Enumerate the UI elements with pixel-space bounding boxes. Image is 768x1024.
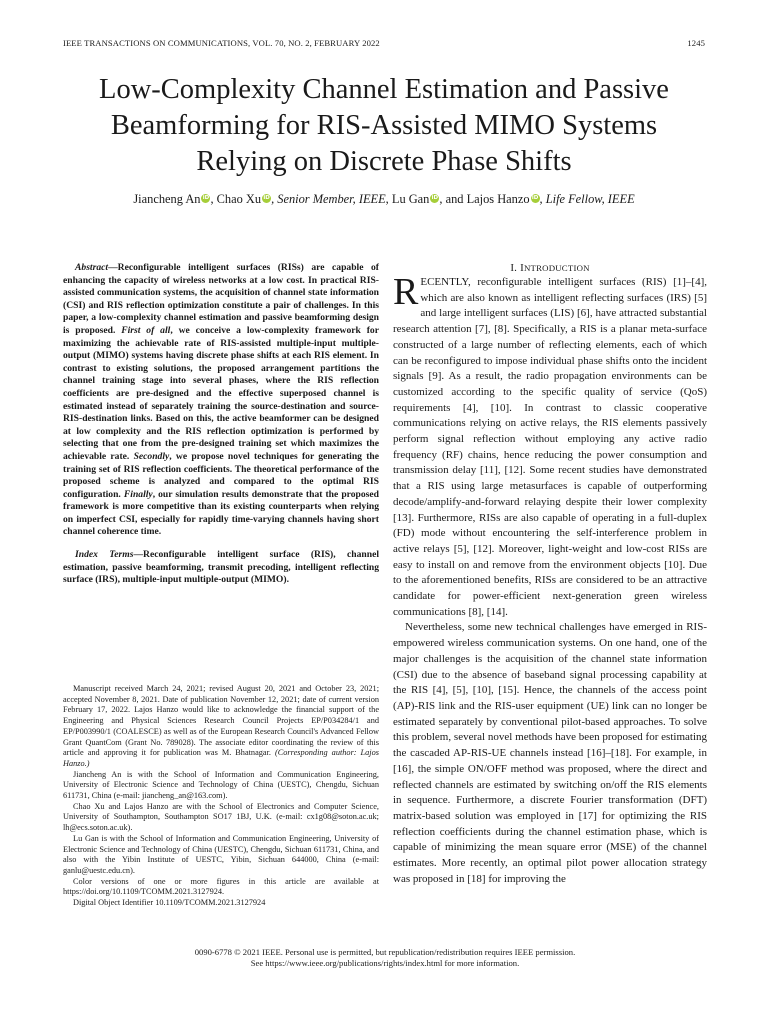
author-name: Lu Gan xyxy=(391,192,430,206)
index-terms-text: Reconfigurable intelligent surface (RIS), channel estimation, passive beamforming, transmit precoding, intelligent reflecting surface (IRS), multiple-input multiple-output (MIMO). xyxy=(63,549,379,586)
title-line-1: Low-Complexity Channel Estimation and Passive xyxy=(99,74,669,105)
section-heading-introduction xyxy=(393,262,707,274)
abstract-text: , we propose novel techniques for generating the training set of RIS reflection coefficients. The theoretical performance of the proposed scheme is analyzed and compared to the optimal RIS configuration. xyxy=(63,450,380,500)
affiliation-xu-hanzo: Chao Xu and Lajos Hanzo are with the School of Electronics and Computer Science, University of Southampton, Southampton SO17 1BJ, U.K. (e-mail: cx1g08@soton.ac.uk; lh@ecs.soton.ac.uk). xyxy=(63,801,379,833)
first-page-footnote xyxy=(63,684,379,909)
author-separator: , xyxy=(385,192,392,206)
copyright-line-2: See https://www.ieee.org/publications/rights/index.html for more information. xyxy=(250,958,520,968)
copyright-notice xyxy=(63,947,707,969)
author-membership: , Life Fellow, IEEE xyxy=(539,192,635,206)
paragraph-text: ECENTLY, reconfigurable intelligent surfaces (RIS) [1]–[4], which are also known as intelligent reflecting surfaces (IRS) [5] and large intelligent surfaces (LIS) [6], have attracted substantial research attention [7], [8]. Specifically, a RIS is a planar meta-surface constructed of a large number of reflecting elements, each of which can be reconfigured to impose individual phase shifts onto the incident signals [9]. As a result, the radio propagation environments can be customized according to the specific quality of service (QoS) requirements [4], [10]. In contrast to classic cooperative communications relying on active relays, the RIS elements passively perform signal reflection without employing any active radio frequency (RF) chains, hence reducing the power consumption and transmission delay [11], [12]. Some recent studies have demonstrated that a RIS using large metasurfaces is capable of outperforming decode/amplify-and-forward relaying despite their lower complexity [13]. Furthermore, RISs are also capable of operating in a full-duplex (FD) mode without encountering the self-interference problem in active relays [5], [12]. Moreover, light-weight and low-cost RISs are easy to install on and remove from the environment objects [10]. Due to the aforementioned benefits, RISs are considered to be an attractive candidate for power-efficient next-generation green wireless communications [8], [14]. xyxy=(393,276,707,618)
abstract-dash: — xyxy=(108,262,118,273)
running-head xyxy=(63,38,705,52)
page-number: 1245 xyxy=(687,38,705,48)
abstract-emphasis: Finally xyxy=(123,488,153,500)
orcid-icon[interactable]: iD xyxy=(202,195,210,201)
doi-identifier: Digital Object Identifier 10.1109/TCOMM.2021.3127924 xyxy=(73,898,266,908)
paper-title xyxy=(40,72,728,180)
manuscript-note xyxy=(63,684,379,770)
section-number: I. I xyxy=(510,262,524,274)
orcid-icon[interactable]: iD xyxy=(263,195,270,201)
corresponding-author: (Corresponding author: Lajos Hanzo.) xyxy=(63,748,379,768)
abstract xyxy=(63,262,379,539)
section-title: NTRODUCTION xyxy=(523,263,590,273)
title-line-2: Beamforming for RIS-Assisted MIMO Systems xyxy=(110,110,658,141)
right-column xyxy=(393,262,707,887)
abstract-emphasis: First of all xyxy=(121,324,171,336)
author-name: Lajos Hanzo xyxy=(466,192,530,206)
author-list xyxy=(40,192,728,207)
left-column xyxy=(63,262,379,587)
intro-paragraph-1 xyxy=(393,271,707,620)
copyright-line-1: 0090-6778 © 2021 IEEE. Personal use is permitted, but republication/redistribution requires IEEE permission. xyxy=(194,947,576,957)
abstract-text: , we conceive a low-complexity framework for maximizing the achievable rate of RIS-assisted multiple-input multiple-output (MIMO) systems having discrete phase shifts at each RIS element. In contrast to existing solutions, the proposed arrangement partitions the channel training stage into several phases, where the RIS reflection coefficients are pre-designed and the effective superposed channel is estimated instead of separately training the source-destination and source-RIS-destination links. Based on this, the active beamformer can be designed at low complexity and the RIS reflection optimization is performed by selecting that one from the pre-designed training set which maximizes the achievable rate. xyxy=(63,324,379,462)
affiliation-gan: Lu Gan is with the School of Information and Communication Engineering, University of Electronic Science and Technology of China (UESTC), Chengdu, Sichuan 611731, China, and also with the Yibin Institute of UESTC, Yibin, Sichuan 644000, China (e-mail: ganlu@uestc.edu.cn). xyxy=(63,833,379,875)
author-membership: , Senior Member, IEEE xyxy=(271,192,386,206)
color-figures-note: Color versions of one or more figures in this article are available at https://doi.org/10.1109/TCOMM.2021.3127924. xyxy=(63,876,379,897)
abstract-text: , our simulation results demonstrate that the proposed framework is more competitive than its existing counterparts when relying on imperfect CSI, especially for rapidly time-varying channels having short channel coherence time. xyxy=(63,488,380,538)
drop-cap: R xyxy=(393,271,419,313)
index-terms-label: Index Terms xyxy=(75,549,134,561)
intro-paragraph-2: Nevertheless, some new technical challenges have emerged in RIS-empowered wireless communication systems. On one hand, one of the major challenges is the acquisition of the channel state information (CSI) due to the absence of baseband signal processing capability at the RIS [4], [5], [10], [15]. Hence, the channels of the access point (AP)-RIS link and the RIS-user equipment (UE) link can no longer be estimated separately by conventional pilot-based approaches. To solve this problem, several novel methods have been proposed for estimating the cascaded AP-RIS-UE channels instead [16]–[18]. For example, in [16], the simple ON/OFF method was proposed, where the direct and reflected channels are estimated by switching on/off the RIS elements in sequence. Furthermore, a discrete Fourier transformation (DFT) matrix-based solution was employed in [17] for optimizing the RIS reflection coefficients during the channel estimation phase, which is capable of minimizing the mean square error (MSE) of the channel estimates. More recently, an optimal pilot power allocation strategy was proposed in [18] for improving the xyxy=(393,621,707,885)
index-terms-dash: — xyxy=(133,549,144,561)
index-terms xyxy=(63,549,379,587)
author-name: Chao Xu xyxy=(216,192,262,206)
manuscript-text: Manuscript received March 24, 2021; revised August 20, 2021 and October 23, 2021; accepted November 8, 2021. Date of publication November 12, 2021; date of current version February 17, 2022. Lajos Hanzo would like to acknowledge the financial support of the Engineering and Physical Sciences Research Council Projects EP/P034284/1 and EP/P003990/1 (COALESCE) as well as of the European Research Council's Advanced Fellow Grant QuantCom (Grant No. 789028). The associate editor coordinating the review of this article and approving it for publication was M. Bhatnagar. xyxy=(63,684,379,758)
orcid-icon[interactable]: iD xyxy=(431,195,439,201)
author-separator: , xyxy=(210,192,217,206)
affiliation-an: Jiancheng An is with the School of Information and Communication Engineering, University of Electronic Science and Technology of China (UESTC), Chengdu, Sichuan 611731, China (e-mail: jiancheng_an@163.com). xyxy=(63,769,379,801)
author-separator: , and xyxy=(439,192,467,206)
title-line-3: Relying on Discrete Phase Shifts xyxy=(196,146,572,177)
abstract-text: Reconfigurable intelligent surfaces (RISs) are capable of enhancing the capacity of wireless networks at a low cost. In practical RIS-assisted communication systems, the acquisition of channel state information (CSI) and RIS reflection optimization constitute a pair of challenges. In this paper, a low-complexity channel estimation and passive beamforming design is proposed. xyxy=(63,262,379,336)
author-name: Jiancheng An xyxy=(133,192,201,206)
abstract-emphasis: Secondly xyxy=(133,450,170,462)
abstract-label: Abstract xyxy=(75,262,109,273)
journal-name: IEEE TRANSACTIONS ON COMMUNICATIONS, VOL. 70, NO. 2, FEBRUARY 2022 xyxy=(63,38,380,48)
orcid-icon[interactable]: iD xyxy=(531,195,539,201)
